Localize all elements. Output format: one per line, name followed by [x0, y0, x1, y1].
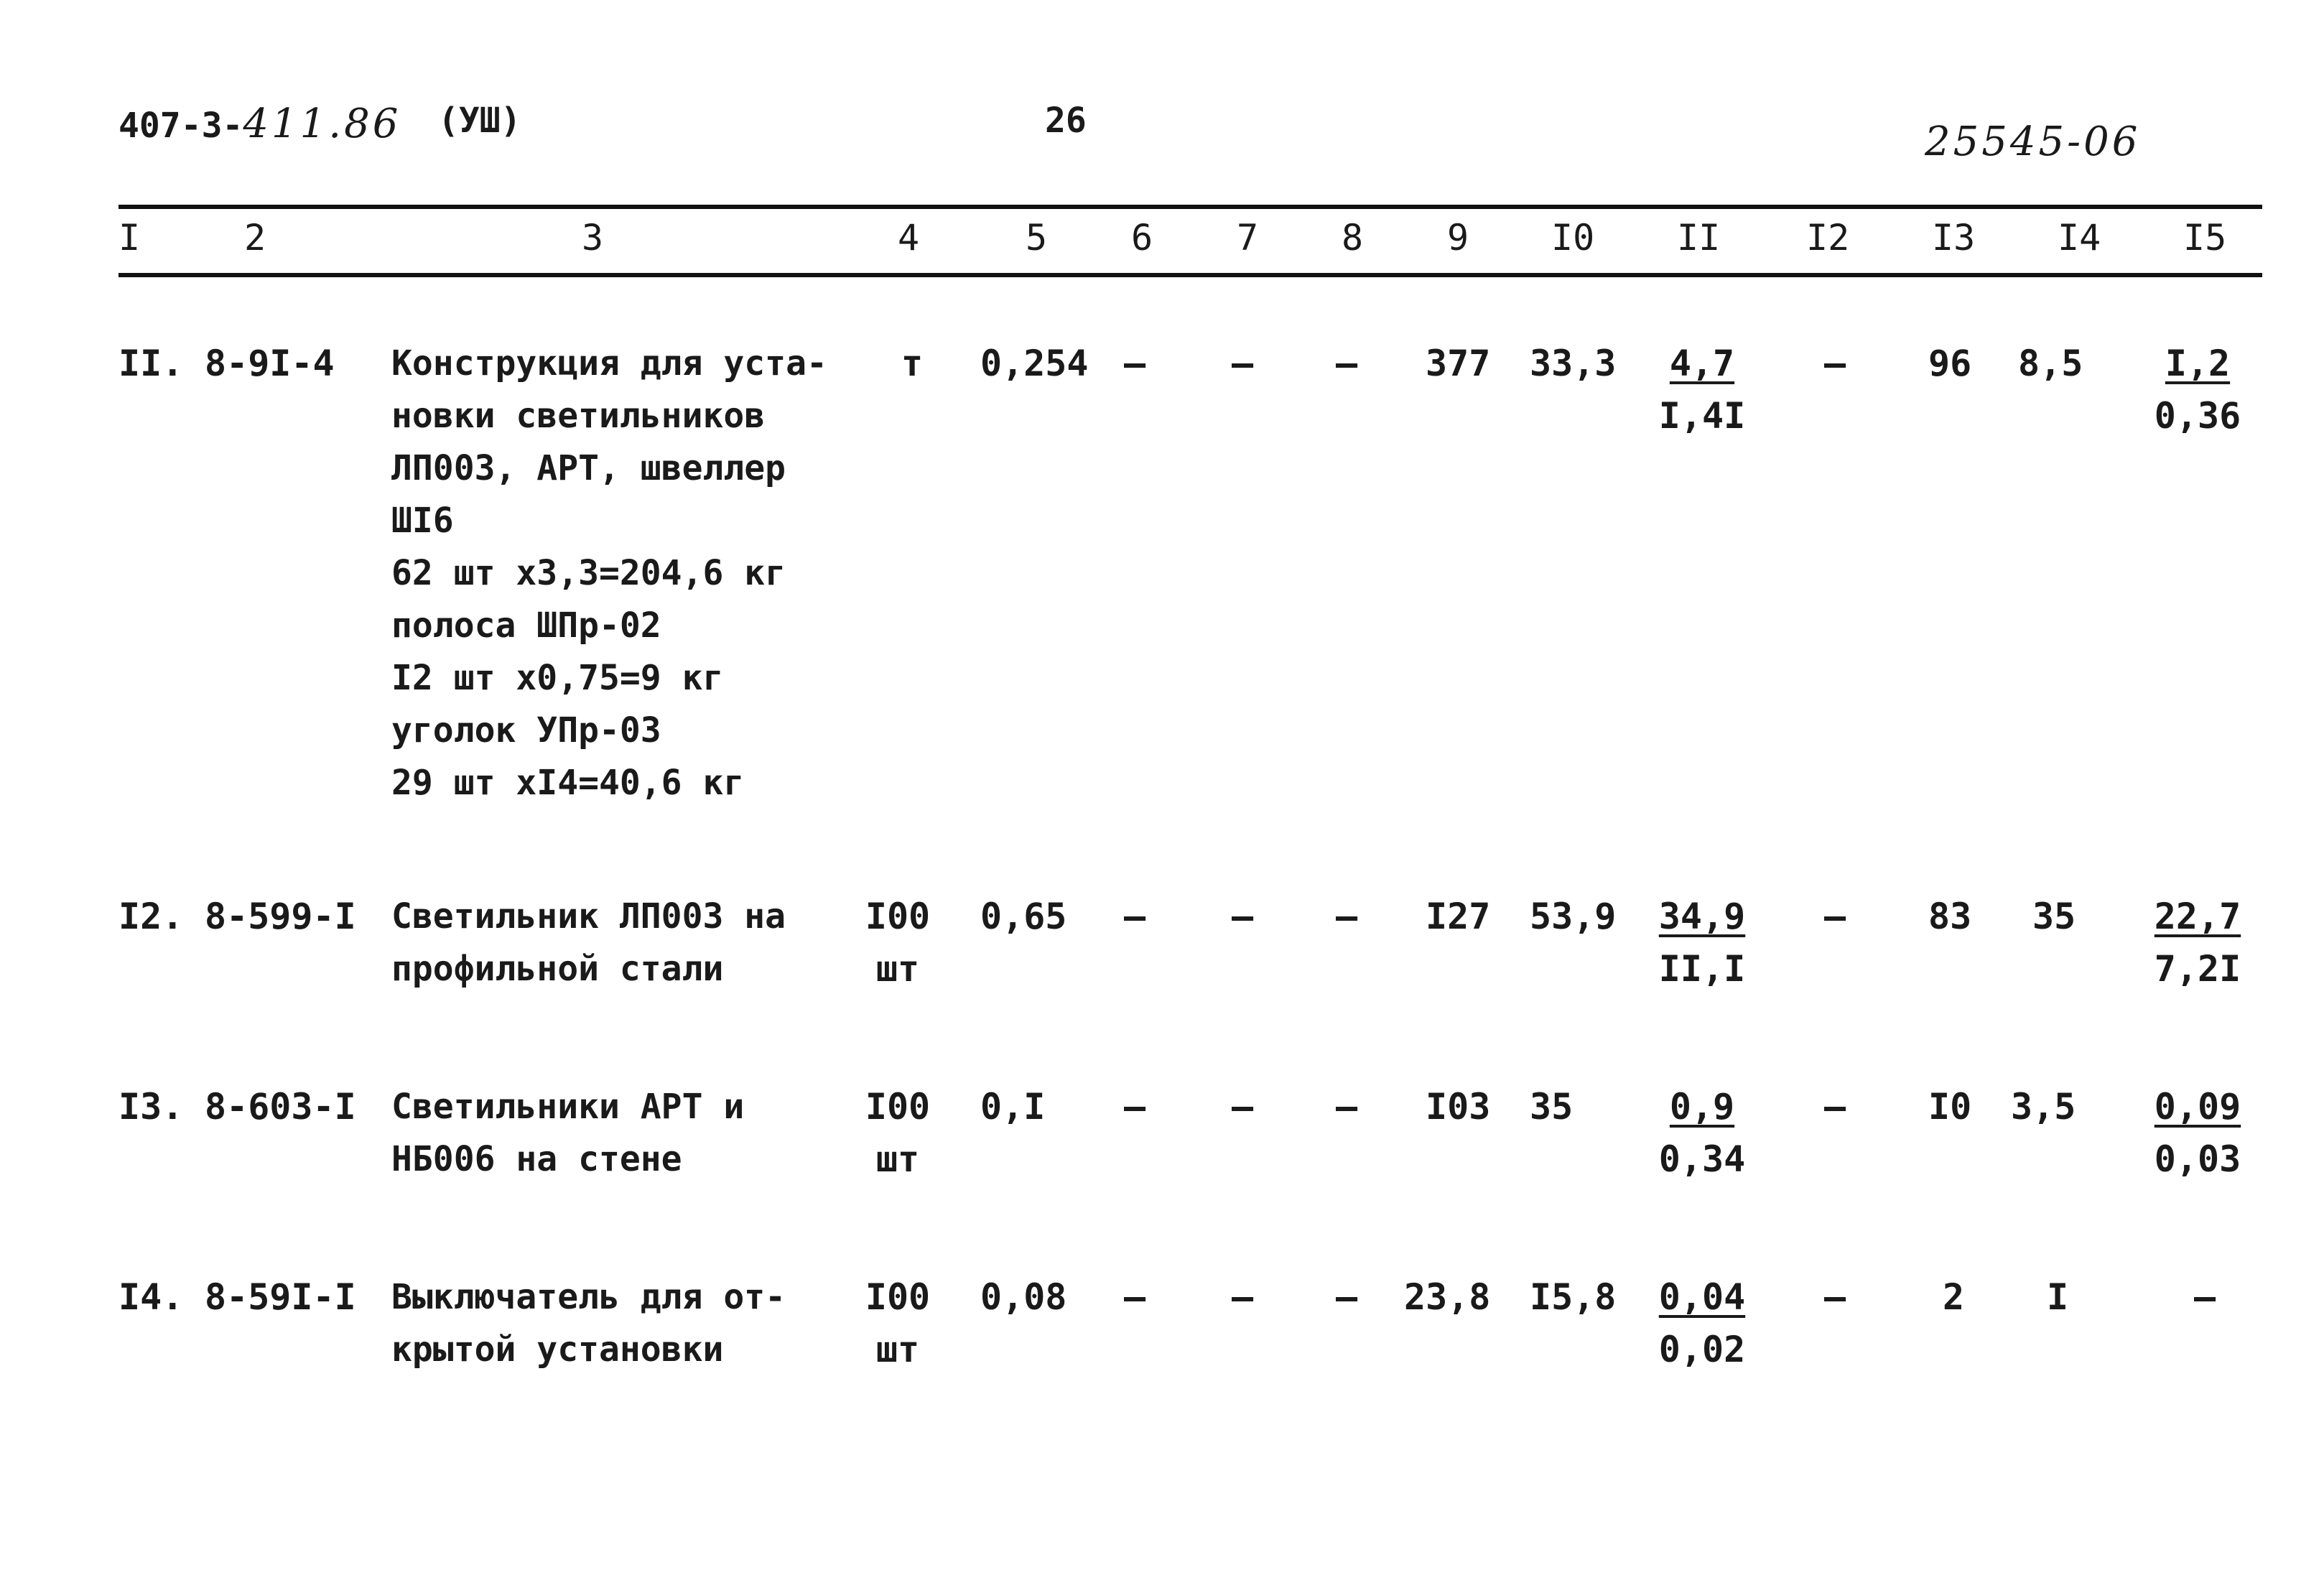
fraction-denominator: 0,02 — [1658, 1329, 1746, 1370]
row-col14: 35 — [2032, 896, 2076, 937]
fraction-denominator: 0,36 — [2154, 395, 2241, 437]
row-col7: – — [1232, 896, 1254, 937]
col-header-10: I0 — [1551, 217, 1595, 259]
row-unit: т — [901, 343, 924, 384]
description-line: Светильники АРТ и — [391, 1087, 745, 1127]
description-line: НБ006 на стене — [391, 1139, 682, 1179]
row-description — [391, 338, 827, 809]
row-col14: 8,5 — [2018, 343, 2083, 384]
description-line: ШI6 — [391, 501, 454, 541]
fraction-numerator: 0,9 — [1669, 1086, 1735, 1128]
col-header-4: 4 — [898, 217, 920, 259]
description-line: новки светильников — [391, 396, 766, 436]
row-col10: 53,9 — [1530, 896, 1617, 937]
fraction-denominator: 0,03 — [2154, 1138, 2241, 1180]
fraction-denominator: I,4I — [1658, 395, 1746, 437]
row-col6: – — [1124, 343, 1146, 384]
description-line: профильной стали — [391, 949, 724, 989]
description-line: полоса ШПр-02 — [391, 605, 661, 646]
section-label: (УШ) — [438, 101, 521, 141]
row-unit — [855, 891, 941, 995]
col-header-1: I — [118, 217, 141, 259]
table-header-rule — [118, 273, 2262, 277]
fraction-numerator: 34,9 — [1658, 896, 1746, 937]
row-quantity: 0,65 — [980, 896, 1067, 937]
col-header-2: 2 — [244, 217, 266, 259]
row-col7: – — [1232, 343, 1254, 384]
row-col8: – — [1336, 343, 1358, 384]
col-header-15: I5 — [2183, 217, 2227, 259]
col-header-12: I2 — [1806, 217, 1850, 259]
col-header-11: II — [1677, 217, 1721, 259]
unit-line: I00 — [865, 1276, 931, 1318]
page-number: 26 — [1045, 101, 1087, 141]
unit-line: шт — [875, 1138, 920, 1180]
unit-line: шт — [875, 948, 920, 990]
row-col11-fraction — [1652, 891, 1752, 995]
fraction-numerator: I,2 — [2165, 343, 2231, 384]
row-col13: 96 — [1928, 343, 1972, 384]
row-col11-fraction — [1652, 338, 1752, 442]
col-header-6: 6 — [1131, 217, 1153, 259]
fraction-numerator: 0,09 — [2154, 1086, 2241, 1128]
col-header-9: 9 — [1447, 217, 1469, 259]
row-code: 8-59I-I — [205, 1276, 356, 1318]
row-col10: 35 — [1530, 1086, 1574, 1128]
row-number: II. — [118, 343, 184, 384]
handwritten-stamp-number: 25545-06 — [1925, 119, 2141, 165]
row-col6: – — [1124, 1086, 1146, 1128]
row-col15-fraction — [2147, 338, 2248, 442]
row-col14: 3,5 — [2011, 1086, 2076, 1128]
fraction-denominator: II,I — [1658, 948, 1746, 990]
row-col12: – — [1824, 896, 1846, 937]
description-line: Конструкция для уста- — [391, 343, 827, 384]
row-number: I3. — [118, 1086, 184, 1128]
row-col12: – — [1824, 343, 1846, 384]
fraction-numerator: 22,7 — [2154, 896, 2241, 937]
row-col8: – — [1336, 896, 1358, 937]
row-col15: – — [2194, 1276, 2216, 1318]
fraction-numerator: 0,04 — [1658, 1276, 1746, 1318]
row-col13: 2 — [1943, 1276, 1965, 1318]
row-col12: – — [1824, 1276, 1846, 1318]
row-col15-fraction — [2147, 1081, 2248, 1186]
row-col10: 33,3 — [1530, 343, 1617, 384]
row-col8: – — [1336, 1086, 1358, 1128]
row-col13: 83 — [1928, 896, 1972, 937]
row-code: 8-9I-4 — [205, 343, 335, 384]
row-unit — [855, 1081, 941, 1186]
row-description — [391, 1271, 786, 1376]
fraction-denominator: 0,34 — [1658, 1138, 1746, 1180]
row-col12: – — [1824, 1086, 1846, 1128]
row-col8: – — [1336, 1276, 1358, 1318]
fraction-denominator: 7,2I — [2154, 948, 2241, 990]
description-line: ЛП003, АРТ, швеллер — [391, 448, 786, 488]
row-number: I4. — [118, 1276, 184, 1318]
row-col15-fraction — [2147, 891, 2248, 995]
row-col13: I0 — [1928, 1086, 1972, 1128]
table-top-rule — [118, 205, 2262, 209]
col-header-8: 8 — [1342, 217, 1364, 259]
row-code: 8-599-I — [205, 896, 356, 937]
col-header-13: I3 — [1932, 217, 1976, 259]
unit-line: I00 — [865, 1086, 931, 1128]
col-header-7: 7 — [1237, 217, 1259, 259]
row-col6: – — [1124, 1276, 1146, 1318]
row-col6: – — [1124, 896, 1146, 937]
row-code: 8-603-I — [205, 1086, 356, 1128]
row-quantity: 0,08 — [980, 1276, 1067, 1318]
row-number: I2. — [118, 896, 184, 937]
row-description — [391, 1081, 744, 1186]
row-description — [391, 891, 786, 995]
row-col9: 23,8 — [1404, 1276, 1491, 1318]
row-col11-fraction — [1652, 1081, 1752, 1186]
description-line: 62 шт х3,3=204,6 кг — [391, 553, 786, 593]
row-col9: I27 — [1426, 896, 1491, 937]
col-header-14: I4 — [2058, 217, 2101, 259]
document-code: 407-3-411.86 — [118, 101, 401, 147]
row-quantity: 0,254 — [980, 343, 1089, 384]
col-header-5: 5 — [1026, 217, 1048, 259]
row-col7: – — [1232, 1086, 1254, 1128]
row-quantity: 0,I — [980, 1086, 1046, 1128]
row-col10: I5,8 — [1530, 1276, 1617, 1318]
row-col14: I — [2047, 1276, 2069, 1318]
row-col9: I03 — [1426, 1086, 1491, 1128]
col-header-3: 3 — [582, 217, 604, 259]
fraction-numerator: 4,7 — [1669, 343, 1735, 384]
row-col9: 377 — [1426, 343, 1491, 384]
row-col11-fraction — [1652, 1271, 1752, 1376]
description-line: крытой установки — [391, 1329, 724, 1370]
unit-line: шт — [875, 1329, 920, 1370]
description-line: Выключатель для от- — [391, 1277, 786, 1317]
description-line: уголок УПр-03 — [391, 710, 661, 751]
row-col7: – — [1232, 1276, 1254, 1318]
description-line: I2 шт х0,75=9 кг — [391, 658, 724, 698]
description-line: Светильник ЛП003 на — [391, 896, 786, 937]
row-unit — [855, 1271, 941, 1376]
unit-line: I00 — [865, 896, 931, 937]
description-line: 29 шт хI4=40,6 кг — [391, 763, 745, 803]
